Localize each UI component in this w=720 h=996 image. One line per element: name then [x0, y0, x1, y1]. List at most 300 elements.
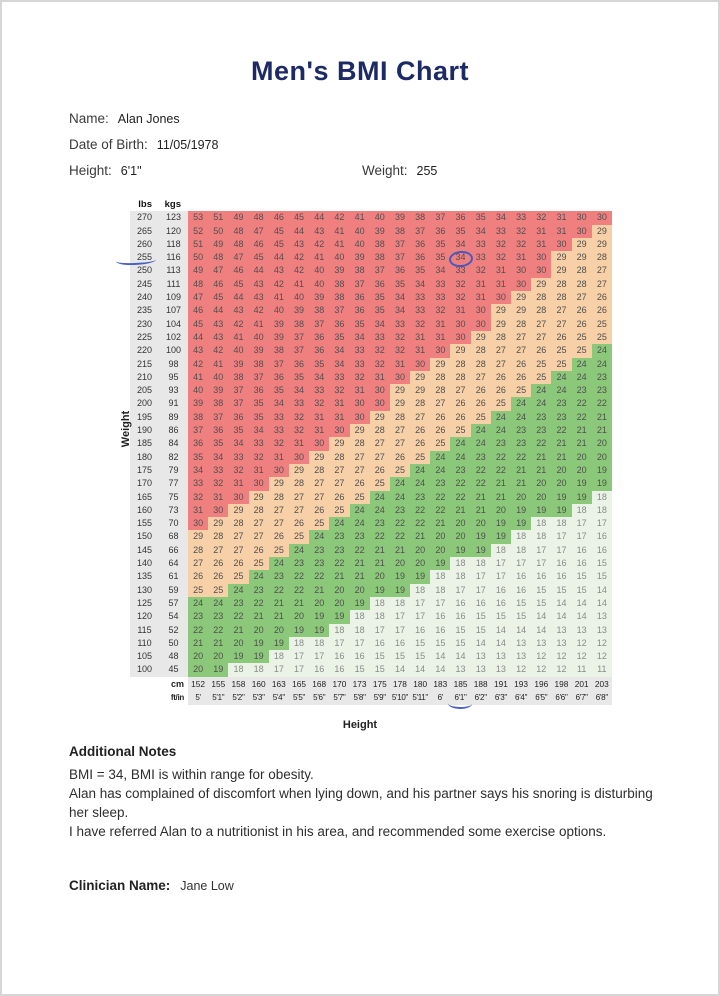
bmi-cell: 17	[289, 650, 309, 663]
bmi-cell: 28	[289, 477, 309, 490]
bmi-cell: 29	[390, 397, 410, 410]
bmi-cell: 24	[531, 384, 551, 397]
bmi-cell: 24	[370, 491, 390, 504]
bmi-cell: 33	[471, 238, 491, 251]
bmi-cell: 36	[269, 371, 289, 384]
bmi-cell: 22	[592, 397, 612, 410]
bmi-cell: 22	[531, 437, 551, 450]
bmi-cell: 28	[370, 424, 390, 437]
bmi-row	[130, 211, 612, 224]
bmi-cell: 14	[572, 610, 592, 623]
weight-lbs-cell: 185	[130, 437, 159, 450]
bmi-cell: 48	[188, 278, 208, 291]
weight-kgs-cell: 91	[159, 397, 188, 410]
bmi-cell: 30	[531, 251, 551, 264]
bmi-cell: 20	[249, 624, 269, 637]
bmi-cell: 27	[289, 504, 309, 517]
bmi-cell: 20	[551, 464, 571, 477]
bmi-cell: 39	[329, 264, 349, 277]
bmi-cell: 26	[430, 411, 450, 424]
bmi-cell: 20	[491, 504, 511, 517]
bmi-cell: 22	[450, 491, 470, 504]
bmi-cell: 27	[511, 344, 531, 357]
bmi-cell: 14	[491, 624, 511, 637]
bmi-cell: 30	[450, 331, 470, 344]
bmi-cell: 22	[309, 570, 329, 583]
bmi-cell: 14	[491, 637, 511, 650]
weight-kgs-cell: 52	[159, 624, 188, 637]
bmi-cell: 23	[289, 557, 309, 570]
bmi-cell: 35	[471, 211, 491, 224]
bmi-cell: 26	[572, 318, 592, 331]
bmi-cell: 38	[370, 251, 390, 264]
bmi-cell: 34	[269, 397, 289, 410]
bmi-cell: 37	[249, 371, 269, 384]
bmi-cell: 33	[329, 371, 349, 384]
bmi-cell: 36	[390, 264, 410, 277]
bmi-cell: 27	[208, 544, 228, 557]
bmi-cell: 26	[228, 557, 248, 570]
bmi-cell: 25	[511, 384, 531, 397]
bmi-cell: 15	[410, 650, 430, 663]
weight-lbs-cell: 140	[130, 557, 159, 570]
bmi-row	[130, 238, 612, 251]
bmi-cell: 11	[592, 663, 612, 676]
bmi-cell: 18	[471, 557, 491, 570]
bmi-cell: 32	[410, 318, 430, 331]
bmi-cell: 21	[572, 424, 592, 437]
bmi-cell: 25	[592, 331, 612, 344]
bmi-cell: 15	[551, 584, 571, 597]
bmi-cell: 28	[471, 344, 491, 357]
bmi-cell: 35	[249, 411, 269, 424]
bmi-cell: 27	[410, 411, 430, 424]
bmi-cell: 35	[228, 424, 248, 437]
bmi-cell: 25	[430, 437, 450, 450]
bmi-cell: 28	[350, 437, 370, 450]
bmi-cell: 19	[249, 650, 269, 663]
bmi-cell: 42	[249, 304, 269, 317]
bmi-cell: 39	[269, 318, 289, 331]
bmi-row	[130, 637, 612, 650]
weight-kgs-cell: 100	[159, 344, 188, 357]
bmi-cell: 21	[309, 584, 329, 597]
bmi-cell: 25	[551, 344, 571, 357]
bmi-cell: 17	[430, 597, 450, 610]
bmi-cell: 24	[289, 544, 309, 557]
bmi-cell: 46	[188, 304, 208, 317]
bmi-cell: 15	[410, 637, 430, 650]
bmi-cell: 14	[551, 597, 571, 610]
height-ftin-value-cell: 5'8"	[350, 691, 370, 705]
bmi-cell: 28	[551, 291, 571, 304]
bmi-cell: 16	[491, 597, 511, 610]
bmi-cell: 19	[511, 504, 531, 517]
bmi-cell: 19	[390, 584, 410, 597]
bmi-cell: 40	[309, 278, 329, 291]
bmi-cell: 32	[350, 371, 370, 384]
weight-axis-label: Weight	[120, 410, 132, 448]
bmi-cell: 21	[249, 610, 269, 623]
bmi-cell: 14	[592, 597, 612, 610]
bmi-cell: 16	[572, 544, 592, 557]
bmi-cell: 13	[511, 637, 531, 650]
bmi-cell: 27	[228, 544, 248, 557]
bmi-cell: 15	[370, 650, 390, 663]
bmi-cell: 33	[350, 358, 370, 371]
weight-kgs-cell: 61	[159, 570, 188, 583]
height-ftin-value-cell: 6'4"	[511, 691, 531, 705]
bmi-cell: 24	[249, 570, 269, 583]
weight-kgs-cell: 48	[159, 650, 188, 663]
bmi-cell: 32	[450, 291, 470, 304]
height-ftin-value-cell: 5'7"	[329, 691, 349, 705]
bmi-cell: 25	[551, 358, 571, 371]
bmi-cell: 36	[249, 384, 269, 397]
bmi-cell: 24	[228, 584, 248, 597]
bmi-cell: 41	[329, 225, 349, 238]
height-cm-value-cell: 201	[572, 677, 592, 691]
bmi-cell: 18	[430, 570, 450, 583]
bmi-cell: 12	[551, 663, 571, 676]
bmi-cell: 32	[511, 238, 531, 251]
bmi-cell: 40	[329, 251, 349, 264]
bmi-cell: 27	[249, 530, 269, 543]
weight-lbs-cell: 230	[130, 318, 159, 331]
bmi-cell: 18	[592, 491, 612, 504]
bmi-cell: 47	[249, 225, 269, 238]
bmi-cell: 28	[450, 358, 470, 371]
weight-kgs-cell: 104	[159, 318, 188, 331]
bmi-cell: 19	[289, 624, 309, 637]
bmi-cell: 13	[531, 637, 551, 650]
bmi-cell: 21	[228, 624, 248, 637]
bmi-cell: 30	[188, 517, 208, 530]
bmi-cell: 23	[592, 384, 612, 397]
bmi-cell: 24	[551, 371, 571, 384]
bmi-cell: 23	[249, 584, 269, 597]
bmi-cell: 19	[208, 663, 228, 676]
bmi-cell: 44	[188, 331, 208, 344]
bmi-cell: 35	[350, 318, 370, 331]
bmi-cell: 44	[269, 251, 289, 264]
bmi-cell: 26	[208, 557, 228, 570]
bmi-cell: 30	[511, 264, 531, 277]
bmi-cell: 26	[370, 464, 390, 477]
bmi-cell: 15	[471, 610, 491, 623]
bmi-cell: 47	[188, 291, 208, 304]
bmi-cell: 26	[592, 304, 612, 317]
bmi-cell: 18	[491, 544, 511, 557]
bmi-cell: 27	[572, 291, 592, 304]
bmi-cell: 16	[390, 637, 410, 650]
note-line: I have referred Alan to a nutritionist in his area, and recommended some exercise options.	[69, 824, 607, 839]
bmi-cell: 21	[269, 597, 289, 610]
bmi-row	[130, 225, 612, 238]
height-ftin-value-cell: 5'9"	[370, 691, 390, 705]
weight-lbs-cell: 175	[130, 464, 159, 477]
bmi-cell: 33	[289, 397, 309, 410]
bmi-row	[130, 570, 612, 583]
bmi-cell: 15	[511, 597, 531, 610]
weight-lbs-cell: 215	[130, 358, 159, 371]
bmi-cell: 19	[430, 557, 450, 570]
bmi-cell: 27	[471, 371, 491, 384]
bmi-cell: 22	[410, 517, 430, 530]
bmi-cell: 36	[208, 424, 228, 437]
bmi-cell: 15	[511, 610, 531, 623]
bmi-cell: 42	[329, 211, 349, 224]
bmi-cell: 21	[531, 464, 551, 477]
bmi-cell: 22	[551, 424, 571, 437]
bmi-cell: 26	[531, 344, 551, 357]
bmi-cell: 41	[289, 278, 309, 291]
bmi-cell: 34	[329, 344, 349, 357]
bmi-cell: 23	[329, 544, 349, 557]
height-axis-label: Height	[342, 719, 378, 731]
bmi-cell: 20	[329, 584, 349, 597]
bmi-cell: 44	[289, 225, 309, 238]
bmi-cell: 26	[471, 397, 491, 410]
weight-kgs-cell: 82	[159, 451, 188, 464]
bmi-cell: 17	[592, 517, 612, 530]
height-ftin-value-cell: 6'7"	[572, 691, 592, 705]
bmi-cell: 36	[188, 437, 208, 450]
bmi-cell: 22	[430, 491, 450, 504]
weight-kgs-cell: 93	[159, 384, 188, 397]
bmi-cell: 24	[572, 358, 592, 371]
bmi-cell: 41	[228, 331, 248, 344]
bmi-cell: 18	[228, 663, 248, 676]
bmi-cell: 51	[208, 211, 228, 224]
bmi-cell: 34	[471, 225, 491, 238]
bmi-cell: 27	[289, 491, 309, 504]
bmi-cell: 22	[410, 504, 430, 517]
weight-lbs-cell: 145	[130, 544, 159, 557]
bmi-cell: 41	[329, 238, 349, 251]
bmi-cell: 18	[531, 530, 551, 543]
bmi-cell: 22	[491, 451, 511, 464]
bmi-cell: 23	[531, 424, 551, 437]
weight-lbs-cell: 160	[130, 504, 159, 517]
bmi-cell: 19	[551, 491, 571, 504]
dob-label: Date of Birth:	[69, 137, 148, 152]
bmi-cell: 19	[350, 597, 370, 610]
bmi-cell: 38	[329, 291, 349, 304]
bmi-cell: 20	[269, 624, 289, 637]
bmi-cell: 26	[410, 424, 430, 437]
bmi-cell: 32	[188, 491, 208, 504]
bmi-cell: 24	[350, 504, 370, 517]
bmi-cell: 41	[350, 211, 370, 224]
weight-lbs-cell: 270	[130, 211, 159, 224]
weight-kgs-cell: 73	[159, 504, 188, 517]
bmi-cell: 28	[309, 464, 329, 477]
bmi-row	[130, 597, 612, 610]
bmi-cell: 32	[471, 264, 491, 277]
bmi-row	[130, 437, 612, 450]
name-value: Alan Jones	[117, 112, 180, 126]
bmi-cell: 26	[450, 397, 470, 410]
bmi-cell: 17	[471, 570, 491, 583]
bmi-cell: 20	[572, 464, 592, 477]
bmi-cell: 24	[450, 451, 470, 464]
bmi-cell: 40	[188, 384, 208, 397]
weight-kgs-cell: 118	[159, 238, 188, 251]
bmi-cell: 28	[430, 384, 450, 397]
bmi-cell: 16	[329, 650, 349, 663]
bmi-cell: 21	[551, 451, 571, 464]
bmi-cell: 25	[309, 517, 329, 530]
bmi-cell: 27	[370, 451, 390, 464]
bmi-cell: 22	[511, 451, 531, 464]
bmi-cell: 16	[370, 637, 390, 650]
height-ftin-row	[130, 691, 612, 705]
bmi-cell: 29	[572, 238, 592, 251]
bmi-cell: 44	[309, 211, 329, 224]
bmi-cell-circled: 34	[450, 251, 470, 264]
bmi-cell: 15	[592, 570, 612, 583]
bmi-row	[130, 650, 612, 663]
bmi-row	[130, 424, 612, 437]
bmi-cell: 17	[309, 650, 329, 663]
bmi-cell: 18	[269, 650, 289, 663]
bmi-cell: 12	[592, 637, 612, 650]
bmi-cell: 25	[450, 424, 470, 437]
bmi-cell: 35	[269, 384, 289, 397]
bmi-cell: 37	[188, 424, 208, 437]
bmi-cell: 41	[188, 371, 208, 384]
bmi-cell: 33	[471, 251, 491, 264]
bmi-cell: 21	[592, 424, 612, 437]
bmi-cell: 21	[551, 437, 571, 450]
height-ftin-value-cell: 6'6"	[551, 691, 571, 705]
bmi-cell: 21	[430, 517, 450, 530]
bmi-row	[130, 663, 612, 676]
bmi-cell: 29	[531, 278, 551, 291]
bmi-cell: 22	[350, 544, 370, 557]
bmi-cell: 28	[269, 491, 289, 504]
bmi-cell: 19	[471, 530, 491, 543]
bmi-cell: 35	[450, 225, 470, 238]
bmi-cell: 13	[491, 650, 511, 663]
bmi-cell: 22	[329, 557, 349, 570]
bmi-cell: 21	[329, 570, 349, 583]
bmi-cell: 14	[572, 597, 592, 610]
bmi-cell: 23	[551, 397, 571, 410]
weight-lbs-cell: 235	[130, 304, 159, 317]
bmi-cell: 21	[572, 437, 592, 450]
bmi-cell: 37	[228, 384, 248, 397]
weight-lbs-cell: 100	[130, 663, 159, 676]
bmi-cell: 51	[188, 238, 208, 251]
bmi-cell: 20	[188, 650, 208, 663]
bmi-cell: 39	[370, 225, 390, 238]
bmi-cell: 39	[208, 384, 228, 397]
bmi-cell: 21	[491, 491, 511, 504]
bmi-cell: 30	[430, 344, 450, 357]
bmi-cell: 23	[228, 597, 248, 610]
bmi-cell: 16	[592, 544, 612, 557]
bmi-cell: 22	[228, 610, 248, 623]
bmi-cell: 25	[329, 504, 349, 517]
bmi-cell: 45	[228, 278, 248, 291]
bmi-cell: 26	[350, 477, 370, 490]
bmi-cell: 29	[572, 251, 592, 264]
height-cm-value-cell: 191	[491, 677, 511, 691]
bmi-cell: 39	[309, 291, 329, 304]
bmi-cell: 27	[188, 557, 208, 570]
bmi-cell: 16	[430, 624, 450, 637]
bmi-cell: 17	[511, 557, 531, 570]
bmi-cell: 19	[572, 491, 592, 504]
bmi-cell: 24	[491, 411, 511, 424]
bmi-cell: 18	[450, 570, 470, 583]
bmi-cell: 27	[249, 517, 269, 530]
bmi-cell: 16	[450, 597, 470, 610]
height-ftin-value-cell: 5'1"	[208, 691, 228, 705]
bmi-cell: 26	[188, 570, 208, 583]
bmi-cell: 21	[410, 530, 430, 543]
bmi-cell: 27	[531, 331, 551, 344]
bmi-cell: 42	[289, 264, 309, 277]
bmi-cell: 21	[350, 570, 370, 583]
bmi-cell: 27	[491, 344, 511, 357]
bmi-cell: 26	[511, 358, 531, 371]
bmi-cell: 29	[430, 358, 450, 371]
bmi-cell: 19	[572, 477, 592, 490]
bmi-cell: 31	[249, 464, 269, 477]
bmi-cell: 28	[471, 358, 491, 371]
bmi-cell: 21	[188, 637, 208, 650]
bmi-cell: 14	[450, 650, 470, 663]
bmi-cell: 26	[592, 291, 612, 304]
bmi-cell: 38	[309, 304, 329, 317]
weight-lbs-cell: 110	[130, 637, 159, 650]
weight-kgs-cell: 109	[159, 291, 188, 304]
bmi-cell: 20	[572, 451, 592, 464]
bmi-cell: 21	[390, 544, 410, 557]
bmi-cell: 32	[531, 211, 551, 224]
height-ftin-value-cell: 6'1"	[450, 691, 470, 705]
note-line: Alan has complained of discomfort when lying down, and his partner says his snoring is disturbing her sleep.	[69, 786, 653, 820]
bmi-cell: 38	[228, 371, 248, 384]
bmi-cell: 18	[511, 544, 531, 557]
bmi-row	[130, 371, 612, 384]
bmi-cell: 15	[531, 584, 551, 597]
bmi-cell: 34	[309, 371, 329, 384]
bmi-cell: 13	[551, 637, 571, 650]
bmi-cell: 33	[430, 278, 450, 291]
units-header-row	[130, 198, 612, 211]
bmi-cell: 30	[471, 304, 491, 317]
bmi-cell: 27	[350, 451, 370, 464]
weight-kgs-cell: 57	[159, 597, 188, 610]
bmi-cell: 31	[450, 304, 470, 317]
bmi-cell: 32	[450, 278, 470, 291]
height-cm-value-cell: 165	[289, 677, 309, 691]
spacer-cell	[130, 691, 159, 705]
bmi-cell: 20	[592, 451, 612, 464]
bmi-cell: 22	[572, 397, 592, 410]
bmi-cell: 15	[572, 584, 592, 597]
bmi-cell: 27	[551, 318, 571, 331]
bmi-cell: 29	[228, 504, 248, 517]
bmi-cell: 26	[208, 570, 228, 583]
bmi-cell: 18	[390, 597, 410, 610]
bmi-cell: 30	[592, 211, 612, 224]
bmi-cell: 41	[309, 251, 329, 264]
